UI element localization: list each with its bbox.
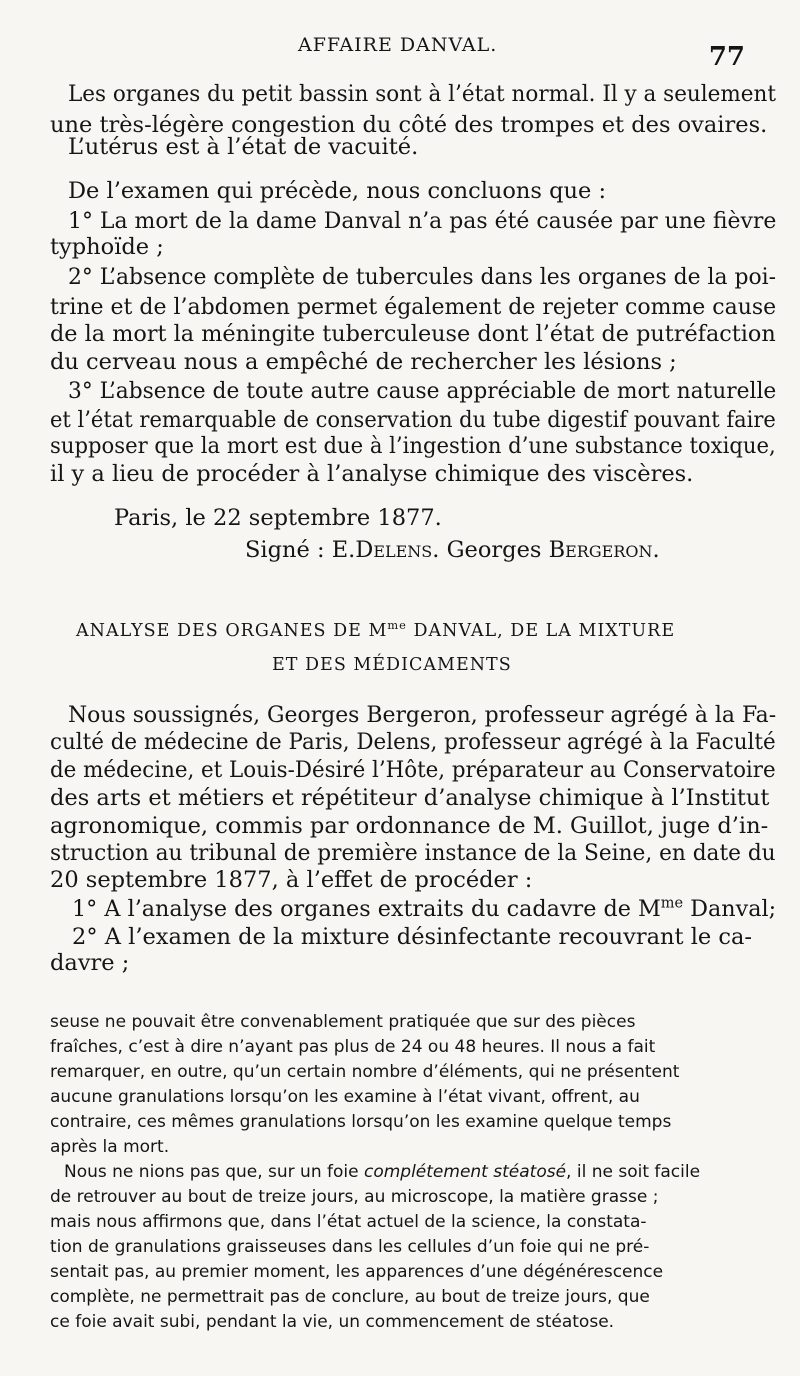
signature-end: .	[652, 537, 660, 563]
italic-text: complétement stéatosé	[363, 1162, 567, 1182]
text-line	[64, 1164, 700, 1181]
text-line: aucune granulations lorsqu’on les examine à l’état vivant, offrent, au	[50, 1087, 640, 1107]
text-line: 2° A l’examen de la mixture désinfectante recouvrant le ca-	[72, 924, 752, 950]
text-line: L’utérus est à l’état de vacuité.	[68, 134, 419, 160]
text-line: remarquer, en outre, qu’un certain nombre d’éléments, qui ne présentent	[50, 1062, 680, 1082]
text-line: et l’état remarquable de conservation du tube digestif pouvant faire	[50, 407, 776, 433]
text-line: agronomique, commis par ordonnance de M. Guillot, juge d’in-	[50, 813, 769, 839]
text-line: après la mort.	[50, 1137, 170, 1157]
signature-line	[245, 539, 660, 562]
text-line: du cerveau nous a empêché de rechercher les lésions ;	[50, 349, 677, 375]
text-line: de la mort la méningite tuberculeuse dont l’état de putréfaction	[50, 321, 776, 347]
text-line: il y a lieu de procéder à l’analyse chimique des viscères.	[50, 461, 694, 487]
text-part: 1° A l’analyse des organes extraits du cadavre de M	[72, 896, 661, 922]
text-line: mais nous affirmons que, dans l’état actuel de la science, la constata-	[50, 1212, 647, 1232]
text-line: complète, ne permettrait pas de conclure, au bout de treize jours, que	[50, 1287, 650, 1307]
signatory-delens: Delens	[355, 537, 433, 563]
signatory-bergeron: Bergeron	[548, 537, 653, 563]
text-line: supposer que la mort est due à l’ingestion d’une substance toxique,	[50, 433, 776, 459]
text-line: ce foie avait subi, pendant la vie, un commencement de stéatose.	[50, 1312, 615, 1332]
text-sup: me	[660, 894, 684, 912]
text-line: De l’examen qui précède, nous concluons que :	[68, 178, 607, 204]
running-title: AFFAIRE DANVAL.	[298, 34, 498, 56]
text-line: seuse ne pouvait être convenablement pratiquée que sur des pièces	[50, 1012, 636, 1032]
page-number: 77	[708, 42, 745, 72]
text-line: des arts et métiers et répétiteur d’analyse chimique à l’Institut	[50, 785, 770, 811]
text-line: sentait pas, au premier moment, les apparences d’une dégénérescence	[50, 1262, 664, 1282]
signature-prefix: Signé : E.	[245, 537, 356, 563]
text-part: Nous ne nions pas que, sur un foie	[64, 1162, 364, 1182]
text-line: 20 septembre 1877, à l’effet de procéder :	[50, 867, 533, 893]
text-line: tion de granulations graisseuses dans les cellules d’un foie qui ne pré-	[50, 1237, 650, 1257]
text-part: Danval;	[683, 896, 777, 922]
text-line: 1° La mort de la dame Danval n’a pas été causée par une fièvre	[68, 208, 777, 234]
text-line: trine et de l’abdomen permet également de rejeter comme cause	[50, 294, 777, 320]
signature-middle: . Georges	[432, 537, 549, 563]
text-line: struction au tribunal de première instance de la Seine, en date du	[50, 840, 776, 866]
text-line: une très-légère congestion du côté des trompes et des ovaires.	[50, 112, 768, 138]
text-line: 2° L’absence complète de tubercules dans les organes de la poi-	[68, 264, 776, 290]
section-title	[76, 618, 676, 641]
section-title-sup: me	[387, 618, 407, 633]
section-title-line2: ET DES MÉDICAMENTS	[272, 655, 512, 675]
text-line: de médecine, et Louis-Désiré l’Hôte, préparateur au Conservatoire	[50, 757, 776, 783]
text-line: davre ;	[50, 950, 130, 976]
text-line: Nous soussignés, Georges Bergeron, professeur agrégé à la Fa-	[68, 702, 777, 728]
section-title-part: DANVAL, DE LA MIXTURE	[406, 621, 676, 641]
text-line	[72, 894, 777, 922]
place-date: Paris, le 22 septembre 1877.	[114, 505, 442, 531]
text-line: Les organes du petit bassin sont à l’état normal. Il y a seulement	[68, 81, 776, 107]
text-line: typhoïde ;	[50, 234, 164, 260]
text-line: de retrouver au bout de treize jours, au microscope, la matière grasse ;	[50, 1187, 659, 1207]
text-line: 3° L’absence de toute autre cause appréciable de mort naturelle	[68, 378, 777, 404]
section-title-part: ANALYSE DES ORGANES DE M	[76, 621, 388, 641]
text-line: culté de médecine de Paris, Delens, professeur agrégé à la Faculté	[50, 729, 776, 755]
text-line: fraîches, c’est à dire n’ayant pas plus de 24 ou 48 heures. Il nous a fait	[50, 1037, 656, 1057]
text-part: , il ne soit facile	[566, 1162, 701, 1182]
text-line: contraire, ces mêmes granulations lorsqu’on les examine quelque temps	[50, 1112, 672, 1132]
